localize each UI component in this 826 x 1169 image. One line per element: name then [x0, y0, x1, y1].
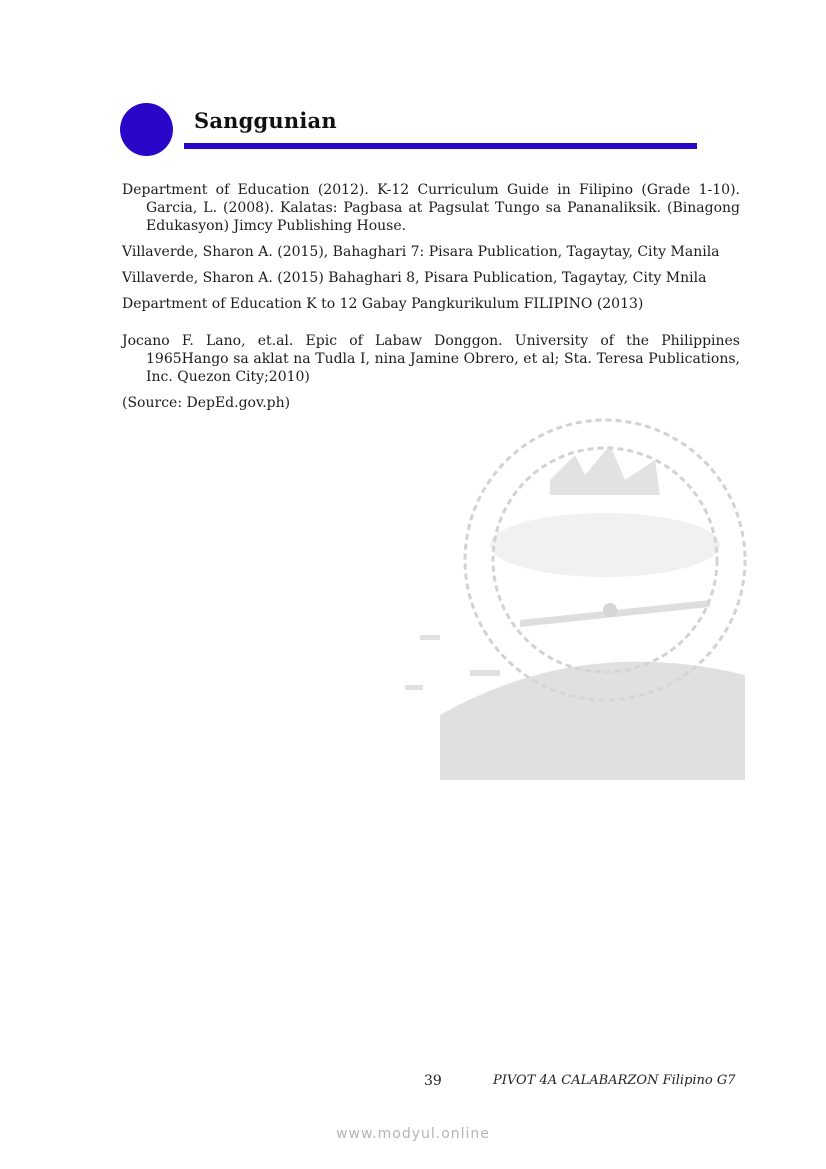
reference-item: Department of Education K to 12 Gabay Pangkurikulum FILIPINO (2013): [122, 296, 644, 312]
reference-item: Jocano F. Lano, et.al. Epic of Labaw Donggon. University of the Philippines 1965Hango sa aklat na Tudla I, nina Jamine Obrero, et al; Sta. Teresa Publications, Inc. Quezon City;2010): [122, 333, 740, 385]
page-number: 39: [424, 1073, 442, 1089]
page-title: Sanggunian: [194, 108, 337, 133]
footer-text: PIVOT 4A CALABARZON Filipino G7: [493, 1073, 736, 1088]
reference-item: Villaverde, Sharon A. (2015), Bahaghari 7: Pisara Publication, Tagaytay, City Manila: [122, 244, 720, 260]
reference-item: Department of Education (2012). K-12 Curriculum Guide in Filipino (Grade 1-10). Garcia, L. (2008). Kalatas: Pagbasa at Pagsulat Tungo sa Pananaliksik. (Binagong Edukasyon) Jimcy Publishing House.: [122, 182, 740, 234]
faded-seal-image: [380, 385, 750, 785]
watermark-text: www.modyul.online: [336, 1126, 490, 1142]
header-circle-icon: [120, 103, 173, 156]
reference-item: Villaverde, Sharon A. (2015) Bahaghari 8, Pisara Publication, Tagaytay, City Mnila: [122, 270, 707, 286]
reference-item: (Source: DepEd.gov.ph): [122, 395, 291, 411]
header-divider: [184, 143, 697, 149]
